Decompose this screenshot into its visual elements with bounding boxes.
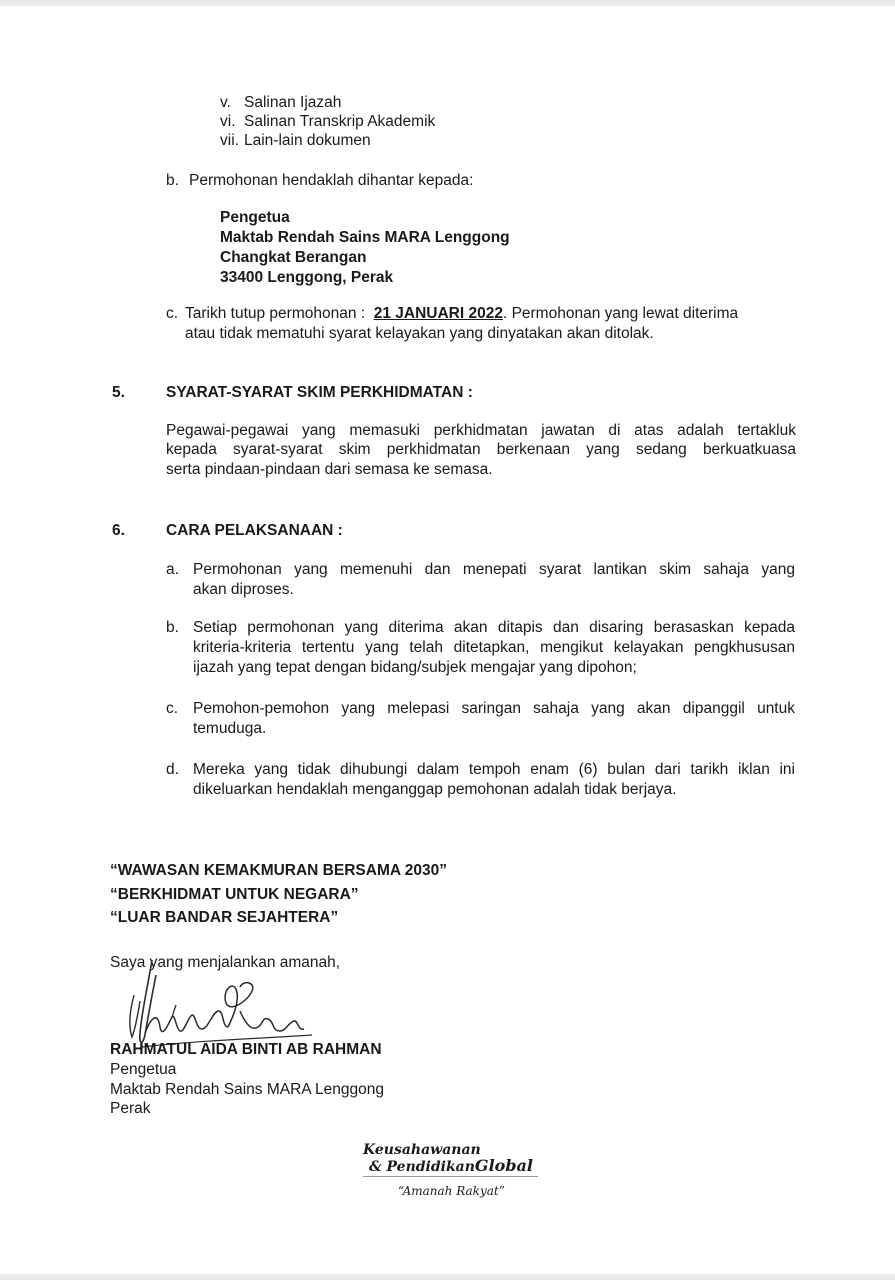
signature-icon bbox=[112, 955, 322, 1055]
slogan-2: “BERKHIDMAT UNTUK NEGARA” bbox=[110, 886, 359, 903]
item-c-label: c. bbox=[166, 305, 179, 322]
doc-list-item-v: Salinan Ijazah bbox=[244, 94, 342, 111]
item-6b-line-1: Setiap permohonan yang diterima akan ditapis dan disaring berasaskan kepada bbox=[193, 619, 795, 636]
address-line-1: Pengetua bbox=[220, 209, 290, 226]
item-6d-label: d. bbox=[166, 761, 179, 778]
doc-list-item-vii: Lain-lain dokumen bbox=[244, 132, 371, 149]
item-6a-label: a. bbox=[166, 561, 179, 578]
section-5-line-2: kepada syarat-syarat skim perkhidmatan berkenaan yang sedang berkuatkuasa bbox=[166, 441, 796, 458]
item-c-line-2: atau tidak mematuhi syarat kelayakan yang dinyatakan akan ditolak. bbox=[185, 325, 654, 342]
signatory-title: Pengetua bbox=[110, 1061, 177, 1078]
signatory-state: Perak bbox=[110, 1100, 151, 1117]
logo-line-2 bbox=[369, 1156, 533, 1176]
slogan-1: “WAWASAN KEMAKMURAN BERSAMA 2030” bbox=[110, 862, 448, 879]
item-6c-line-1: Pemohon-pemohon yang melepasi saringan sahaja yang akan dipanggil untuk bbox=[193, 700, 795, 717]
section-5-title: SYARAT-SYARAT SKIM PERKHIDMATAN : bbox=[166, 384, 473, 401]
item-b-label: b. bbox=[166, 172, 179, 189]
item-6a-line-1: Permohonan yang memenuhi dan menepati syarat lantikan skim sahaja yang bbox=[193, 561, 795, 578]
item-c-prefix: Tarikh tutup permohonan : bbox=[185, 305, 366, 322]
doc-list-item-vi: Salinan Transkrip Akademik bbox=[244, 113, 436, 130]
section-6-number: 6. bbox=[112, 522, 125, 539]
scan-bottom-edge bbox=[0, 1274, 895, 1280]
item-6c-label: c. bbox=[166, 700, 179, 717]
slogan-3: “LUAR BANDAR SEJAHTERA” bbox=[110, 909, 339, 926]
doc-list-num-v: v. bbox=[220, 94, 231, 111]
address-line-4: 33400 Lenggong, Perak bbox=[220, 269, 394, 286]
logo-line-1: Keusahawanan bbox=[363, 1142, 481, 1158]
closing-date: 21 JANUARI 2022 bbox=[373, 305, 503, 322]
closing-line: Saya yang menjalankan amanah, bbox=[110, 954, 341, 971]
item-6d-line-2: dikeluarkan hendaklah menganggap pemohonan adalah tidak berjaya. bbox=[193, 781, 677, 798]
item-6c-line-2: temuduga. bbox=[193, 720, 267, 737]
item-6d-line-1: Mereka yang tidak dihubungi dalam tempoh enam (6) bulan dari tarikh iklan ini bbox=[193, 761, 795, 778]
item-6a-line-2: akan diproses. bbox=[193, 581, 294, 598]
signatory-name: RAHMATUL AIDA BINTI AB RAHMAN bbox=[110, 1041, 382, 1058]
scan-top-edge bbox=[0, 0, 895, 6]
item-c-suffix: . Permohonan yang lewat diterima bbox=[502, 305, 739, 322]
footer-logo bbox=[363, 1142, 533, 1176]
address-line-3: Changkat Berangan bbox=[220, 249, 367, 266]
doc-list-num-vi: vi. bbox=[220, 113, 236, 130]
section-6-title: CARA PELAKSANAAN : bbox=[166, 522, 343, 539]
item-6b-line-2: kriteria-kriteria tertentu yang telah ditetapkan, mengikut kelayakan pengkhususan bbox=[193, 639, 795, 656]
item-6b-label: b. bbox=[166, 619, 179, 636]
logo-brand: Global bbox=[474, 1156, 533, 1175]
section-5-number: 5. bbox=[112, 384, 125, 401]
logo-divider bbox=[363, 1176, 538, 1177]
item-c-line-1 bbox=[185, 305, 738, 323]
signatory-org: Maktab Rendah Sains MARA Lenggong bbox=[110, 1081, 385, 1098]
logo-motto: “Amanah Rakyat” bbox=[398, 1184, 505, 1198]
section-5-line-3: serta pindaan-pindaan dari semasa ke semasa. bbox=[166, 461, 493, 478]
section-5-line-1: Pegawai-pegawai yang memasuki perkhidmatan jawatan di atas adalah tertakluk bbox=[166, 422, 796, 439]
doc-list-num-vii: vii. bbox=[220, 132, 239, 149]
logo-line-2-prefix: & Pendidikan bbox=[369, 1159, 475, 1175]
address-line-2: Maktab Rendah Sains MARA Lenggong bbox=[220, 229, 510, 246]
item-6b-line-3: ijazah yang tepat dengan bidang/subjek mengajar yang dipohon; bbox=[193, 659, 637, 676]
item-b-text: Permohonan hendaklah dihantar kepada: bbox=[189, 172, 474, 189]
